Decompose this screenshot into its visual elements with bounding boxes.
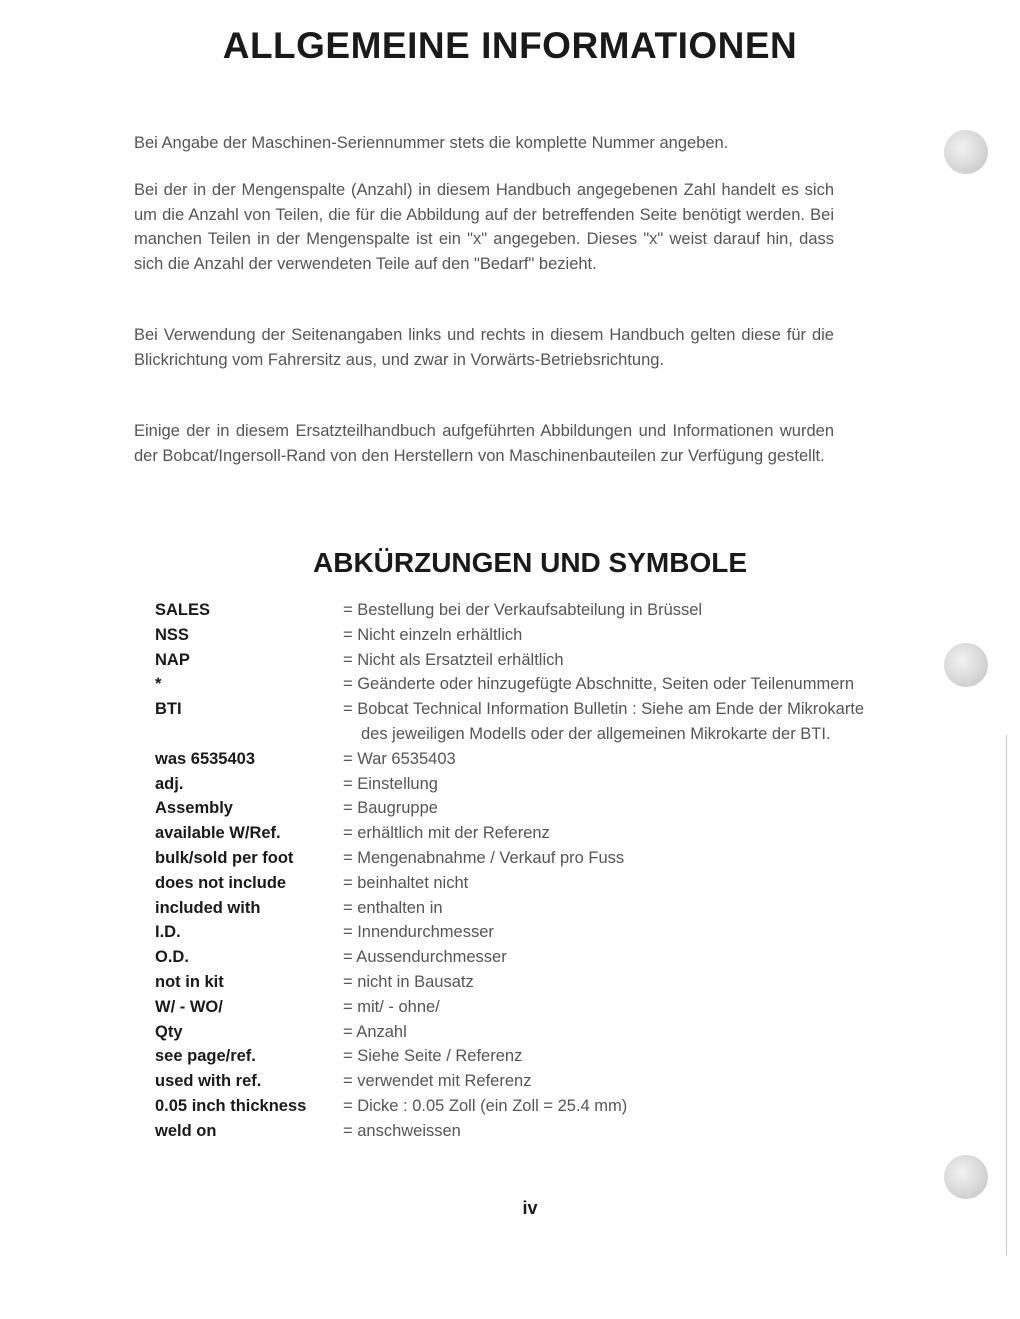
abbreviation-row <box>155 796 875 821</box>
abbreviation-term: 0.05 inch thickness <box>155 1096 307 1115</box>
abbreviation-term: not in kit <box>155 972 224 991</box>
abbreviation-term: * <box>155 675 162 694</box>
paragraph-direction: Bei Verwendung der Seitenangaben links und rechts in diesem Handbuch gelten diese für die Blickrichtung vom Fahrersitz aus, und zwar in Vorwärts-Betriebsrichtung. <box>134 326 834 369</box>
abbreviation-row <box>155 945 875 970</box>
abbreviation-row <box>155 1069 875 1094</box>
abbreviation-definition: = Siehe Seite / Referenz <box>343 1047 523 1066</box>
abbreviation-term: weld on <box>155 1121 217 1140</box>
abbreviation-definition: = Mengenabnahme / Verkauf pro Fuss <box>343 848 625 867</box>
abbreviation-row <box>155 1094 875 1119</box>
abbreviation-term: O.D. <box>155 948 189 967</box>
abbreviation-term: used with ref. <box>155 1072 262 1091</box>
paragraph-manufacturers: Einige der in diesem Ersatzteilhandbuch aufgeführten Abbildungen und Informationen wurden der Bobcat/Ingersoll-Rand von den Herstellern von Maschinenbauteilen zur Verfügung gestellt. <box>134 422 834 465</box>
abbreviation-definition: = nicht in Bausatz <box>343 972 474 991</box>
abbreviation-term: available W/Ref. <box>155 824 281 843</box>
scan-edge-mark <box>1006 735 1007 1255</box>
abbreviation-definition: = Nicht einzeln erhältlich <box>343 625 523 644</box>
abbreviation-row <box>155 747 875 772</box>
abbreviation-term: Assembly <box>155 799 233 818</box>
abbreviation-definition: = enthalten in <box>343 898 443 917</box>
abbreviation-term: SALES <box>155 601 211 619</box>
punch-hole-top <box>944 130 988 174</box>
abbreviation-term: Qty <box>155 1022 183 1041</box>
abbreviation-row <box>155 920 875 945</box>
abbreviation-row <box>155 623 875 648</box>
abbreviation-definition: = Bestellung bei der Verkaufsabteilung in Brüssel <box>343 601 703 619</box>
abbreviation-term: NSS <box>155 625 189 644</box>
abbreviation-term: included with <box>155 898 261 917</box>
abbreviation-definition: = War 6535403 <box>343 749 456 768</box>
abbreviation-definition: = verwendet mit Referenz <box>343 1072 532 1091</box>
paragraph-serial-number: Bei Angabe der Maschinen-Seriennummer stets die komplette Nummer angeben. <box>134 134 729 152</box>
abbreviation-row <box>155 995 875 1020</box>
page-title: ALLGEMEINE INFORMATIONEN <box>222 25 798 66</box>
abbreviation-row <box>155 1119 875 1144</box>
abbreviation-definition: = beinhaltet nicht <box>343 873 469 892</box>
abbreviation-definition: = Bobcat Technical Information Bulletin : Siehe am Ende der Mikrokarte des jeweiligen Modells oder der allgemeinen Mikrokarte der BTI. <box>343 700 865 743</box>
abbreviation-term: bulk/sold per foot <box>155 848 294 867</box>
abbreviation-term: was 6535403 <box>155 749 256 768</box>
abbreviation-row <box>155 697 875 747</box>
abbreviation-row <box>155 896 875 921</box>
abbreviation-definition: = Nicht als Ersatzteil erhältlich <box>343 650 564 669</box>
abbreviation-row <box>155 846 875 871</box>
abbreviation-term: I.D. <box>155 923 181 942</box>
abbreviation-definition: = Baugruppe <box>343 799 438 818</box>
abbreviation-definition: = mit/ - ohne/ <box>343 997 440 1016</box>
abbreviation-term: BTI <box>155 700 182 719</box>
abbreviation-definition: = Anzahl <box>343 1022 407 1041</box>
abbreviation-row <box>155 1044 875 1069</box>
punch-hole-middle <box>944 643 988 687</box>
abbreviation-row <box>155 1020 875 1045</box>
abbreviation-row <box>155 598 875 623</box>
abbreviation-definition: = anschweissen <box>343 1121 461 1140</box>
abbreviation-definition: = Innendurchmesser <box>343 923 494 942</box>
abbreviation-definition: = Aussendurchmesser <box>343 948 507 967</box>
abbreviation-definition: = erhältlich mit der Referenz <box>343 824 550 843</box>
abbreviation-term: does not include <box>155 873 287 892</box>
section-title-abbreviations: ABKÜRZUNGEN UND SYMBOLE <box>313 547 747 578</box>
abbreviation-term: NAP <box>155 650 190 669</box>
abbreviation-term: W/ - WO/ <box>155 997 223 1016</box>
abbreviation-list <box>155 598 875 1144</box>
abbreviation-definition: = Einstellung <box>343 774 438 793</box>
abbreviation-definition: = Geänderte oder hinzugefügte Abschnitte, Seiten oder Teilenummern <box>343 675 855 694</box>
abbreviation-row <box>155 648 875 673</box>
abbreviation-term: adj. <box>155 774 184 793</box>
page-number: iv <box>522 1198 538 1218</box>
abbreviation-definition: = Dicke : 0.05 Zoll (ein Zoll = 25.4 mm) <box>343 1096 628 1115</box>
paragraph-quantity-column: Bei der in der Mengenspalte (Anzahl) in diesem Handbuch angegebenen Zahl handelt es sich um die Anzahl von Teilen, die für die Abbildung auf der betreffenden Seite benötigt werden. Bei manchen Teilen in der Mengenspalte ist ein "x" angegeben. Dieses "x" weist darauf hin, dass sich die Anzahl der verwendeten Teile auf den "Bedarf" bezieht. <box>134 181 834 273</box>
abbreviation-row <box>155 970 875 995</box>
abbreviation-row <box>155 871 875 896</box>
abbreviation-row <box>155 772 875 797</box>
abbreviation-term: see page/ref. <box>155 1047 256 1066</box>
abbreviation-row <box>155 672 875 697</box>
abbreviation-row <box>155 821 875 846</box>
punch-hole-bottom <box>944 1155 988 1199</box>
